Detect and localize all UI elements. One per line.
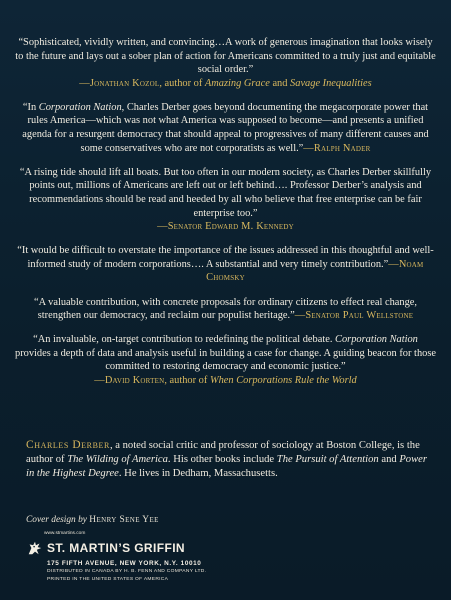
- blurb-author: —Senator Edward M. Kennedy: [157, 221, 294, 233]
- designer-name: Henry Sene Yee: [89, 515, 159, 525]
- blurb-kennedy: [14, 166, 437, 234]
- bio-text: . His other books include: [167, 454, 277, 465]
- publisher-block: [26, 538, 286, 584]
- blurb-chomsky: [14, 244, 437, 285]
- blurb-pre: “In: [22, 101, 39, 113]
- blurb-text: “A valuable contribution, with concrete proposals for ordinary citizens to effect real change, strengthen our democracy, and reclaim our populist heritage.”: [34, 296, 417, 322]
- griffin-logo-icon: [26, 539, 44, 557]
- bio-text: , a noted social critic and professor of sociology at Boston College, is the author of: [26, 440, 420, 465]
- printed-in: PRINTED IN THE UNITED STATES OF AMERICA: [47, 577, 169, 583]
- blurb-conj: and: [269, 77, 291, 89]
- blurb-work: Amazing Grace: [204, 77, 270, 89]
- blurb-author: —Jonathan Kozol: [79, 77, 160, 89]
- blurb-text: , Charles Derber goes beyond documenting the megacorporate power that rules America—which was not what America was supposed to become—and presents a unified agenda for a resurgent democracy that should appeal to progressives of many different causes and some conservatives who are not corporatists as well.”: [22, 101, 429, 154]
- bio-book: The Pursuit of Attention: [276, 454, 379, 465]
- cover-credit: [26, 515, 159, 525]
- blurb-text: “It would be difficult to overstate the importance of the issues addressed in this thoughtful and well-informed study of modern corporations…. A substantial and very timely contribution.”: [17, 245, 434, 270]
- canada-distribution: DISTRIBUTED IN CANADA BY H. B. FENN AND COMPANY LTD.: [47, 569, 207, 574]
- blurb-work: When Corporations Rule the World: [209, 374, 357, 386]
- blurb-kozol: [14, 36, 437, 90]
- bio-book: Power in the Highest Degree: [26, 454, 427, 479]
- bio-text: and: [378, 454, 400, 465]
- blurb-work: Savage Inequalities: [290, 77, 372, 89]
- blurb-author: —Senator Paul Wellstone: [294, 310, 414, 322]
- blurb-author: —Ralph Nader: [303, 142, 371, 154]
- author-name: Charles Derber: [26, 439, 110, 451]
- publisher-name: ST. MARTIN’S GRIFFIN: [47, 541, 185, 555]
- bio-text: . He lives in Dedham, Massachusetts.: [118, 468, 278, 479]
- blurb-text: “Sophisticated, vividly written, and convincing…A work of generous imagination that looks wisely to the future and lays out a sober plan of action for Americans committed to a truly just and equitable social order.”: [15, 37, 436, 76]
- blurb-book-title: Corporation Nation: [335, 334, 418, 346]
- bio-book: The Wilding of America: [67, 454, 168, 465]
- blurbs: [14, 36, 437, 398]
- blurb-text: provides a depth of data and analysis useful in building a case for change. A guiding beacon for those committed to restoring democracy and economic justice.”: [15, 347, 436, 373]
- blurb-author: —David Korten: [94, 374, 165, 386]
- blurb-detail: , author of: [159, 77, 205, 89]
- blurb-nader: [14, 101, 437, 155]
- publisher-url: www.stmartins.com: [44, 531, 86, 536]
- credit-label: Cover design by: [26, 515, 90, 525]
- publisher-logo-row: [26, 538, 286, 558]
- blurb-author: —Noam Chomsky: [206, 258, 424, 284]
- blurb-detail: , author of: [164, 374, 210, 386]
- blurb-wellstone: [14, 296, 437, 323]
- blurb-text: “A rising tide should lift all boats. But too often in our modern society, as Charles Derber skillfully points out, millions of Americans are left out or left behind…. Professor Derber’s analysis and recommendations should be read and heeded by all who believe that free enterprise can be fair enterprise too.”: [19, 166, 432, 219]
- blurb-text: “An invaluable, on-target contribution to redefining the political debate.: [33, 334, 336, 346]
- publisher-address: 175 FIFTH AVENUE, NEW YORK, N.Y. 10010: [47, 560, 202, 567]
- blurb-korten: [14, 333, 437, 387]
- blurb-book-title: Corporation Nation: [38, 101, 122, 113]
- author-bio: [26, 438, 429, 481]
